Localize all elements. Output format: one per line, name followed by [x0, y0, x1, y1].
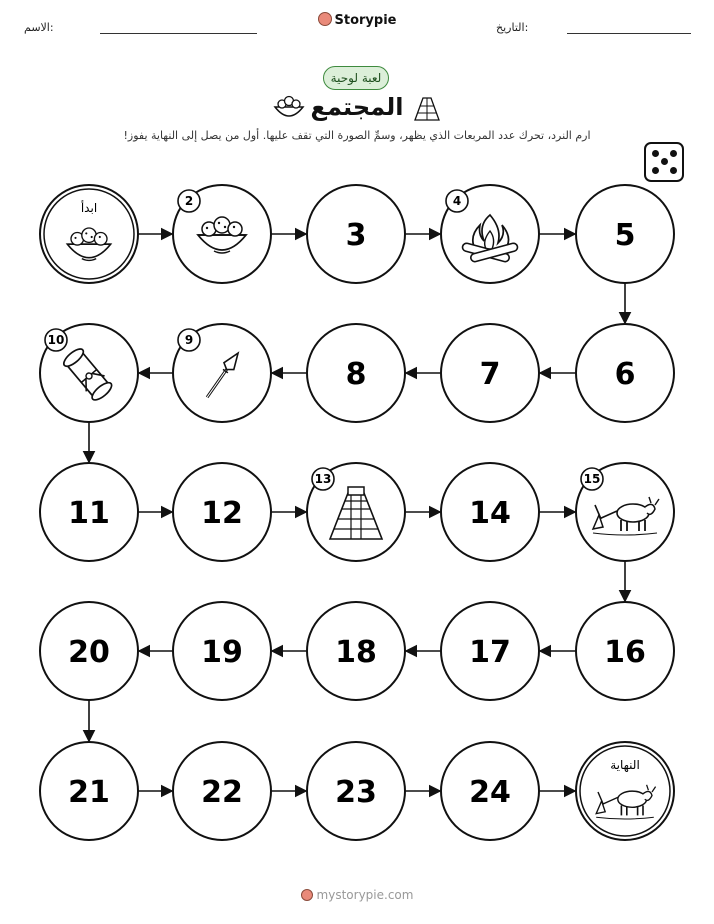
page-title: المجتمع — [310, 93, 404, 121]
cell-number: 7 — [479, 357, 501, 392]
instructions: ارم النرد، تحرك عدد المربعات الذي يظهر، وسمِّ الصورة التي تقف عليها. أول من يصل إلى النهاية يفوز! — [123, 129, 591, 142]
cell-number: 24 — [469, 775, 511, 810]
board-cell — [441, 463, 539, 561]
cell-number: 19 — [201, 635, 243, 670]
board-cell — [173, 602, 271, 700]
cell-number: 4 — [452, 194, 462, 208]
cell-number: 15 — [583, 472, 601, 486]
cell-number: 21 — [68, 775, 110, 810]
board-game-badge: لعبة لوحية — [323, 66, 389, 90]
board-cell — [576, 602, 674, 700]
cell-number: 5 — [614, 218, 636, 253]
cell-number: 22 — [201, 775, 243, 810]
cell-number: 17 — [469, 635, 511, 670]
board-cell — [307, 324, 405, 422]
cell-number: 23 — [335, 775, 377, 810]
board-cell — [307, 742, 405, 840]
date-label: التاريخ: — [496, 21, 529, 34]
cell-number: 6 — [614, 357, 636, 392]
footer-url: mystorypie.com — [316, 888, 414, 902]
footer — [0, 888, 714, 902]
cell-number: 9 — [184, 333, 194, 347]
start-label: ابدأ — [80, 201, 98, 215]
board-cell — [173, 185, 271, 283]
board-cell — [40, 324, 138, 422]
start-cell — [40, 185, 138, 283]
board-cell — [173, 742, 271, 840]
bear-logo-icon — [301, 889, 313, 901]
board-cell — [441, 324, 539, 422]
brand-name: Storypie — [334, 13, 397, 28]
cell-number: 3 — [345, 218, 367, 253]
cell-number: 10 — [47, 333, 65, 347]
cell-number: 14 — [469, 496, 511, 531]
end-cell — [576, 742, 674, 840]
board-cell — [307, 602, 405, 700]
cell-number: 11 — [68, 496, 110, 531]
board-cell — [307, 463, 405, 561]
cell-number: 12 — [201, 496, 243, 531]
cell-number: 2 — [184, 194, 194, 208]
board-cell — [441, 185, 539, 283]
board-cell — [173, 463, 271, 561]
board-cell — [40, 463, 138, 561]
end-label: النهاية — [610, 758, 640, 772]
cell-number: 8 — [345, 357, 367, 392]
cell-number: 18 — [335, 635, 377, 670]
board-cell — [441, 742, 539, 840]
board-cell — [576, 463, 674, 561]
board-cell — [576, 324, 674, 422]
cell-number: 20 — [68, 635, 110, 670]
board-cell — [40, 602, 138, 700]
board-cell — [40, 742, 138, 840]
board-cell — [307, 185, 405, 283]
cell-number: 13 — [314, 472, 332, 486]
board-cell — [576, 185, 674, 283]
board-cell — [173, 324, 271, 422]
board-cell — [441, 602, 539, 700]
name-label: الاسم: — [24, 21, 54, 34]
cell-number: 16 — [604, 635, 646, 670]
